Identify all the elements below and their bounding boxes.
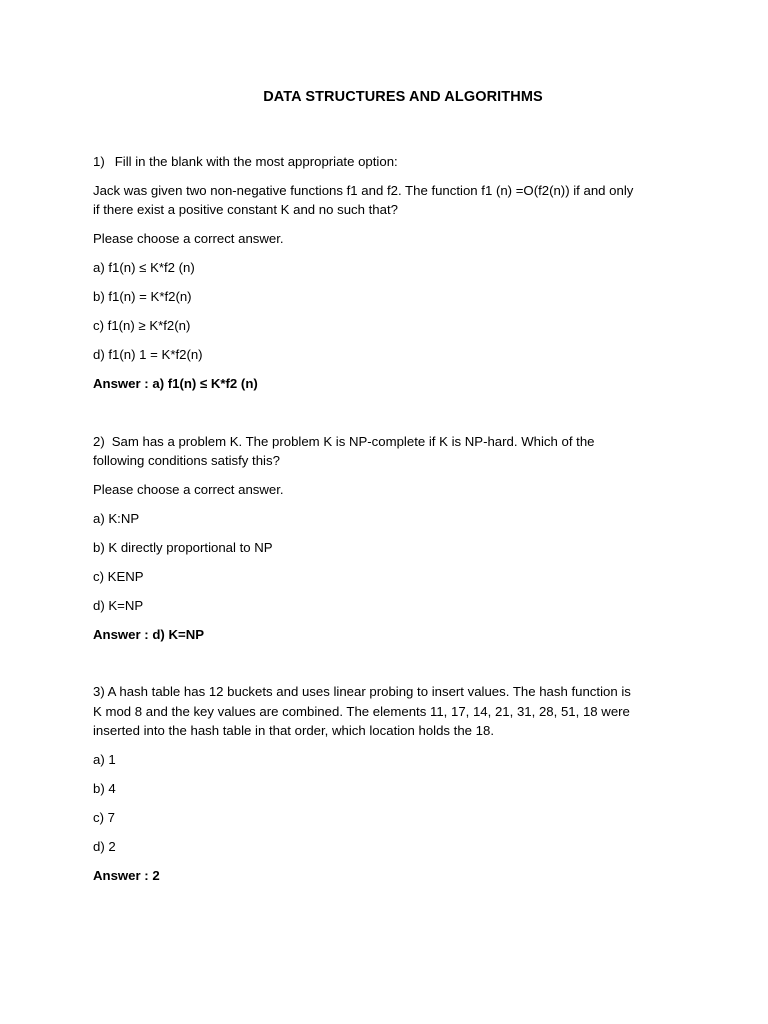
question-2-prompt-text: Sam has a problem K. The problem K is NP-complete if K is NP-hard. Which of the bbox=[111, 434, 595, 449]
question-3-option-b: b) 4 bbox=[93, 781, 116, 796]
question-2-option-c: c) KENP bbox=[93, 569, 144, 584]
question-1-option-b: b) f1(n) = K*f2(n) bbox=[93, 289, 192, 304]
question-2-prompt bbox=[93, 432, 595, 452]
question-3-option-a: a) 1 bbox=[93, 752, 116, 767]
question-1-option-a: a) f1(n) ≤ K*f2 (n) bbox=[93, 260, 195, 275]
question-1-prompt-text: Fill in the blank with the most appropriate option: bbox=[114, 154, 398, 169]
question-3-answer: Answer : 2 bbox=[93, 868, 160, 883]
question-2-option-a: a) K:NP bbox=[93, 511, 140, 526]
question-3-prompt-line: inserted into the hash table in that order, which location holds the 18. bbox=[93, 723, 495, 738]
question-2-option-d: d) K=NP bbox=[93, 598, 144, 613]
question-2-prompt-line: following conditions satisfy this? bbox=[93, 453, 280, 468]
question-1-number: 1) bbox=[93, 154, 105, 169]
question-3-prompt-line: 3) A hash table has 12 buckets and uses linear probing to insert values. The hash function is bbox=[93, 684, 631, 699]
question-1-option-c: c) f1(n) ≥ K*f2(n) bbox=[93, 318, 191, 333]
document-title: DATA STRUCTURES AND ALGORITHMS bbox=[263, 89, 543, 105]
question-3-prompt-line: K mod 8 and the key values are combined. The elements 11, 17, 14, 21, 31, 28, 51, 18 were bbox=[93, 704, 630, 719]
question-2-number: 2) bbox=[93, 434, 105, 449]
question-1-prompt bbox=[93, 152, 398, 172]
question-3-option-d: d) 2 bbox=[93, 839, 116, 854]
question-1-answer: Answer : a) f1(n) ≤ K*f2 (n) bbox=[93, 376, 258, 391]
question-1-instruction: Please choose a correct answer. bbox=[93, 231, 284, 246]
question-1-body-line: Jack was given two non-negative functions f1 and f2. The function f1 (n) =O(f2(n)) if and only bbox=[93, 183, 634, 198]
question-2-answer: Answer : d) K=NP bbox=[93, 627, 205, 642]
question-2-instruction: Please choose a correct answer. bbox=[93, 482, 284, 497]
question-3-option-c: c) 7 bbox=[93, 810, 115, 825]
question-1-body-line: if there exist a positive constant K and no such that? bbox=[93, 202, 398, 217]
question-2-option-b: b) K directly proportional to NP bbox=[93, 540, 273, 555]
question-1-option-d: d) f1(n) 1 = K*f2(n) bbox=[93, 347, 203, 362]
